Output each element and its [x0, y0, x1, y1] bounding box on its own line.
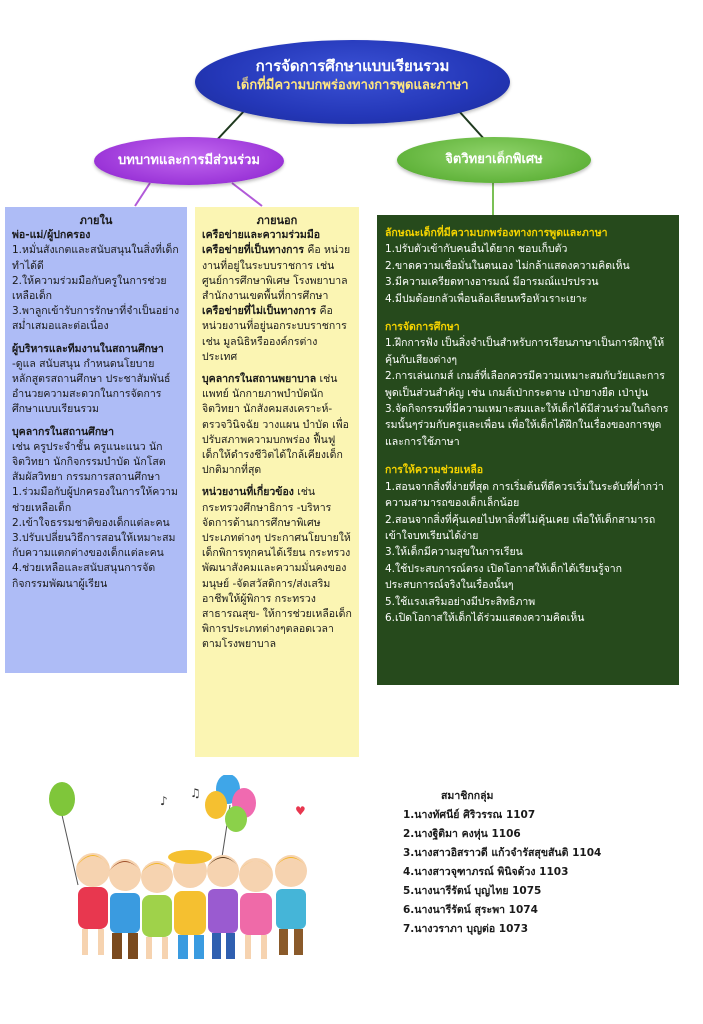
help-title: การให้ความช่วยเหลือ	[385, 464, 484, 477]
child-icon	[76, 853, 110, 955]
balloon-icon	[49, 782, 78, 885]
list-item: 2.ให้ความร่วมมือกับครูในการช่วยเหลือเด็ก	[12, 274, 167, 303]
balloon-icon	[205, 775, 256, 870]
list-item: 4.ช่วยเหลือและสนับสนุนการจัดกิจกรรมพัฒนาผู้เรียน	[12, 562, 156, 590]
svg-text:♪: ♪	[160, 794, 168, 808]
list-item: 3.ให้เด็กมีความสุขในการเรียน	[385, 546, 523, 559]
list-item: 3.ปรับเปลี่ยนวิธีการสอนให้เหมาะสมกับความแตกต่างของเด็กแต่ละคน	[12, 532, 176, 560]
children-balloons-illustration	[40, 775, 340, 975]
list-item: 4.ใช้ประสบการณ์ตรง เปิดโอกาสให้เด็กได้เรียนรู้จากประสบการณ์จริงในเรื่องนั้นๆ	[385, 562, 623, 592]
formal-network	[202, 243, 352, 304]
admin-text: -ดูแล สนับสนุน กำหนดนโยบาย หลักสูตรสถานศึกษา ประชาสัมพันธ์ อำนวยความสะดวกในการจัดการศึกษาแบบเรียนรวม	[12, 357, 171, 416]
list-item: 4.มีปมด้อยกลัวเพื่อนล้อเลียนหรือหัวเราะเยาะ	[385, 292, 588, 305]
staff-title: บุคลากรในสถานศึกษา	[12, 425, 115, 438]
roles-oval: บทบาทและการมีส่วนร่วม	[94, 137, 284, 185]
list-item: 7.นางวราภา บุญต่อ 1073	[403, 923, 529, 935]
external-heading: ภายนอก	[256, 214, 298, 227]
main-title: การจัดการศึกษาแบบเรียนรวม	[255, 57, 450, 75]
agency-title: หน่วยงานที่เกี่ยวข้อง	[202, 486, 294, 499]
formal-title: เครือข่ายที่เป็นทางการ	[202, 244, 304, 257]
list-item: 2.ขาดความเชื่อมั่นในตนเอง ไม่กล้าแสดงความคิดเห็น	[385, 259, 630, 272]
hospital-text: เช่น แพทย์ นักกายภาพบำบัดนักจิตวิทยา นักสังคมสงเคราะห์-ตรวจวินิจฉัย วางแผน บำบัด เพื่อปรับสภาพความบกพร่อง ฟื้นฟูเด็กให้ดำรงชีวิตได้ใกล้เคียงเด็กปกติมากที่สุด	[202, 373, 349, 477]
child-icon	[207, 855, 239, 959]
list-item: 1.ปรับตัวเข้ากับคนอื่นได้ยาก ชอบเก็บตัว	[385, 243, 568, 256]
members-heading: สมาชิกกลุ่ม	[441, 790, 494, 802]
list-item: 1.สอนจากสิ่งที่ง่ายที่สุด การเริ่มต้นที่ดีควรเริ่มในระดับที่ต่ำกว่าความสามารถของเด็กเล็กน้อย	[385, 480, 664, 510]
child-icon	[168, 850, 212, 959]
admin-title: ผู้บริหารและทีมงานในสถานศึกษา	[12, 342, 164, 355]
external-box	[195, 207, 359, 757]
education-title: การจัดการศึกษา	[385, 321, 460, 334]
child-icon	[141, 861, 173, 959]
network-title: เครือข่ายและความร่วมมือ	[202, 229, 321, 242]
internal-box	[5, 207, 187, 673]
main-subtitle: เด็กที่มีความบกพร่องทางการพูดและภาษา	[236, 78, 469, 93]
main-title-oval	[195, 40, 510, 124]
staff-text: เช่น ครูประจำชั้น ครูแนะแนว นักจิตวิทยา นักกิจกรรมบำบัด นักโสตสัมผัสวิทยา กรรมการสถานศึกษา	[12, 440, 166, 484]
hospital-title: บุคลากรในสถานพยาบาล	[202, 373, 317, 386]
psychology-oval: จิตวิทยาเด็กพิเศษ	[397, 137, 591, 183]
list-item: 1.ฝึกการฟัง เป็นสิ่งจำเป็นสำหรับการเรียนภาษาเป็นการฝึกหูให้คุ้นกับเสียงต่างๆ	[385, 337, 665, 366]
list-item: 4.นางสาวจุฑาภรณ์ พินิจด้วง 1103	[403, 866, 569, 878]
child-icon	[109, 859, 141, 959]
child-icon	[239, 858, 273, 959]
list-item: 2.เข้าใจธรรมชาติของเด็กแต่ละคน	[12, 516, 170, 529]
parents-title: พ่อ-แม่/ผู้ปกครอง	[12, 229, 91, 242]
list-item: 5.ใช้แรงเสริมอย่างมีประสิทธิภาพ	[385, 595, 536, 608]
list-item: 3.มีความเครียดทางอารมณ์ มีอารมณ์แปรปรวน	[385, 276, 599, 289]
informal-text: คือ หน่วยงานที่อยู่นอกระบบราชการ เช่น มูลนิธิหรือองค์กรต่างประเทศ	[202, 305, 347, 363]
list-item: 3.นางสาวอิสราวดี แก้วจำรัสสุขสันติ 1104	[403, 847, 602, 859]
internal-heading: ภายใน	[79, 214, 113, 227]
hospital-staff	[202, 372, 352, 478]
informal-network	[202, 304, 352, 365]
list-item: 5.นางนารีรัตน์ บุญไทย 1075	[403, 885, 542, 897]
psychology-box	[377, 215, 679, 685]
informal-title: เครือข่ายที่ไม่เป็นทางการ	[202, 305, 317, 318]
members-list	[403, 787, 643, 939]
list-item: 3.พาลูกเข้ารับการรักษาที่จำเป็นอย่างสม่ำเสมอและต่อเนื่อง	[12, 305, 180, 333]
list-item: 1.หมั่นสังเกตและสนับสนุนในสิ่งที่เด็กทำได้ดี	[12, 244, 179, 272]
related-agencies	[202, 485, 352, 652]
formal-text: คือ หน่วยงานที่อยู่ในระบบราชการ เช่น ศูนย์การศึกษาพิเศษ โรงพยาบาล สำนักงานเขตพื้นที่การศึกษา	[202, 244, 351, 303]
list-item: 1.ร่วมมือกับผู้ปกครองในการให้ความช่วยเหลือเด็ก	[12, 486, 178, 514]
agency-text: เช่น กระทรวงศึกษาธิการ -บริหารจัดการด้านการศึกษาพิเศษประเภทต่างๆ ประกาศนโยบายให้เด็กพิการทุกคนได้เรียน กระทรวงพัฒนาสังคมและความมั่นคงของมนุษย์ -จัดสวัสดิการ/ส่งเสริมอาชีพให้ผู้พิการ กระทรวงสาธารณสุข- ให้การช่วยเหลือเด็กพิการประเภทต่างๆตลอดเวลาตามโรงพยาบาล	[202, 486, 352, 651]
list-item: 3.จัดกิจกรรมที่มีความเหมาะสมและให้เด็กได้มีส่วนร่วมในกิจกรรมนั้นๆร่วมกับครูและเพื่อน เพื่อให้เด็กได้ฝึกในเรื่องของการพูด และการใช้ภาษา	[385, 403, 669, 448]
traits-title: ลักษณะเด็กที่มีความบกพร่องทางการพูดและภาษา	[385, 227, 608, 239]
svg-text:♫: ♫	[190, 786, 201, 800]
list-item: 2.การเล่นเกมส์ เกมส์ที่เลือกควรมีความเหมาะสมกับวัยและการพูดเป็นส่วนสำคัญ เช่น เกมส์เป่ากระดาษ เป่ายางยืด เป่าปูน	[385, 370, 665, 399]
list-item: 6.นางนารีรัตน์ สุระพา 1074	[403, 904, 538, 916]
list-item: 6.เปิดโอกาสให้เด็กได้ร่วมแสดงความคิดเห็น	[385, 611, 585, 624]
child-icon	[275, 855, 307, 955]
list-item: 2.สอนจากสิ่งที่คุ้นเคยไปหาสิ่งที่ไม่คุ้นเคย เพื่อให้เด็กสามารถเข้าใจบทเรียนได้ง่าย	[385, 513, 656, 542]
list-item: 1.นางทัศนีย์ ศิริวรรณ 1107	[403, 809, 536, 821]
list-item: 2.นางฐิติมา คงหุ่น 1106	[403, 828, 521, 840]
svg-text:♥: ♥	[295, 804, 306, 818]
